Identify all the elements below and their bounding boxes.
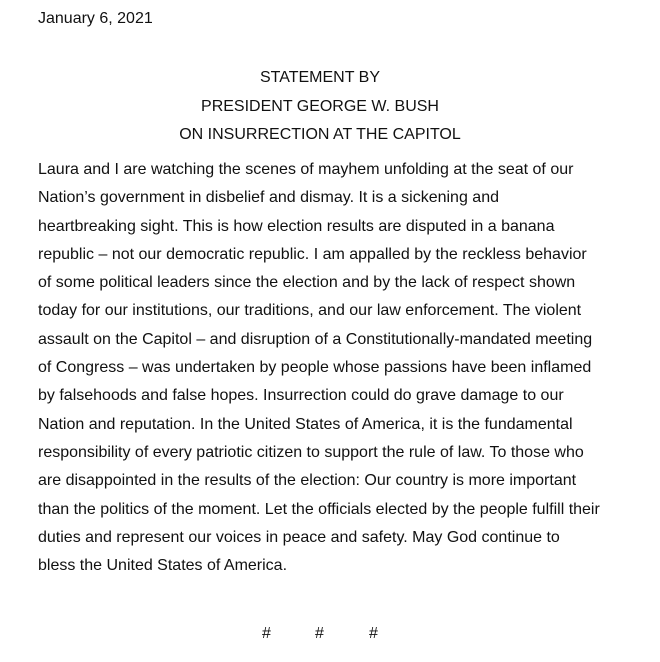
body-line: today for our institutions, our traditions, and our law enforcement. The violent <box>38 302 582 320</box>
body-line: duties and represent our voices in peace and safety. May God continue to <box>38 528 560 546</box>
body-line: Nation and reputation. In the United States of America, it is the fundamental <box>38 415 573 433</box>
body-line: republic – not our democratic republic. I am appalled by the reckless behavior <box>38 245 587 263</box>
body-line: assault on the Capitol – and disruption of a Constitutionally-mandated meeting <box>38 330 593 348</box>
end-mark: # <box>315 625 324 642</box>
body-line: heartbreaking sight. This is how election results are disputed in a banana <box>38 217 555 235</box>
body-line: of some political leaders since the election and by the lack of respect shown <box>38 274 576 292</box>
body-line: Nation’s government in disbelief and dismay. It is a sickening and <box>38 189 499 207</box>
heading-line-3: ON INSURRECTION AT THE CAPITOL <box>179 126 461 143</box>
body-line: than the politics of the moment. Let the officials elected by the people fulfill their <box>38 500 600 518</box>
body-line: of Congress – was undertaken by people whose passions have been inflamed <box>38 359 592 377</box>
statement-date: January 6, 2021 <box>38 10 153 27</box>
end-mark: # <box>262 625 271 642</box>
body-line: responsibility of every patriotic citizen to support the rule of law. To those who <box>38 443 584 461</box>
heading-line-1: STATEMENT BY <box>259 69 380 86</box>
statement-heading <box>0 64 640 150</box>
heading-line-2: PRESIDENT GEORGE W. BUSH <box>201 97 439 115</box>
body-line: are disappointed in the results of the election: Our country is more important <box>38 472 577 490</box>
end-mark: # <box>369 625 378 642</box>
body-line: Laura and I are watching the scenes of mayhem unfolding at the seat of our <box>38 161 574 178</box>
body-line: bless the United States of America. <box>38 557 288 575</box>
end-marks <box>0 623 660 645</box>
statement-body <box>38 156 618 580</box>
body-line: by falsehoods and false hopes. Insurrection could do grave damage to our <box>38 387 564 405</box>
